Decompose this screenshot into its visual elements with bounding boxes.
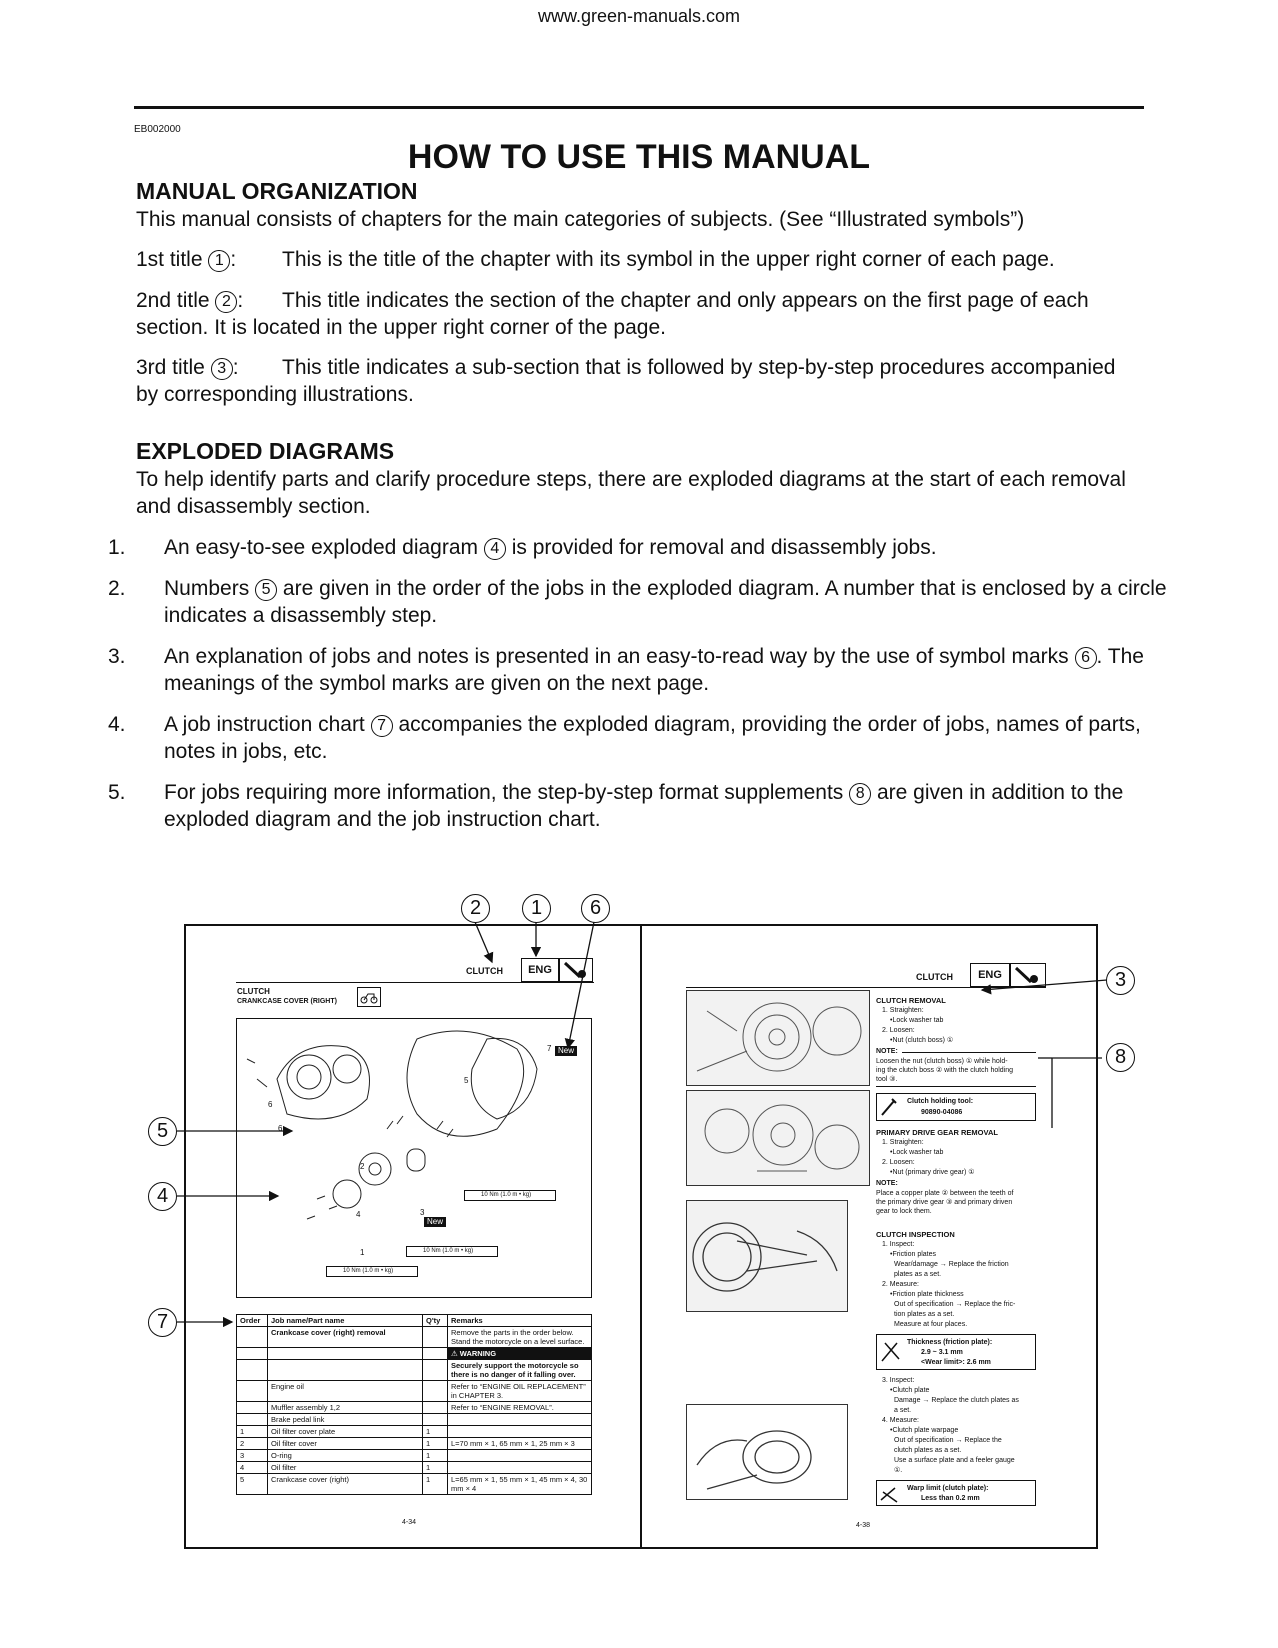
table-cell-qty: 1 xyxy=(423,1438,448,1450)
table-row xyxy=(237,1426,592,1438)
pd-line: •Lock washer tab xyxy=(890,1149,944,1156)
ci-line: Wear/damage → Replace the friction xyxy=(894,1261,1009,1268)
note-text: Place a copper plate ② between the teeth of xyxy=(876,1190,1014,1197)
table-row xyxy=(237,1360,592,1381)
torque-spec-3: 10 Nm (1.0 m • kg) xyxy=(326,1266,418,1277)
part-label-5: 5 xyxy=(464,1076,469,1085)
ci2-line: •Clutch plate xyxy=(890,1387,930,1394)
note-text: Loosen the nut (clutch boss) ① while hold- xyxy=(876,1058,1008,1065)
table-cell-qty xyxy=(423,1348,448,1360)
list-item-2: 2. Numbers 5 are given in the order of the jobs in the exploded diagram. A number that is enclosed by a circle indicates a disassembly step. xyxy=(108,577,1167,627)
table-cell-qty: 1 xyxy=(423,1474,448,1495)
part-label-7: 7 xyxy=(547,1044,552,1053)
table-cell-name: Crankcase cover (right) removal xyxy=(268,1327,423,1348)
wrench-icon xyxy=(879,1096,899,1118)
part-label-6a: 6 xyxy=(268,1100,273,1109)
right-engine-icon xyxy=(1010,963,1046,987)
table-row xyxy=(237,1327,592,1348)
table-cell-name: Oil filter cover plate xyxy=(268,1426,423,1438)
table-row xyxy=(237,1450,592,1462)
table-cell-name xyxy=(268,1348,423,1360)
clutch-removal-heading: CLUTCH REMOVAL xyxy=(876,996,946,1005)
tool-spec-box xyxy=(876,1093,1036,1121)
note-rule xyxy=(902,1052,1036,1053)
title-description-3: 3rd title 3 : This title indicates a sub-section that is followed by step-by-step procedures accompanied by corresponding illustrations. xyxy=(136,356,1116,406)
table-row xyxy=(237,1402,592,1414)
job-instruction-chart xyxy=(236,1314,592,1495)
pd-line: 1. Straighten: xyxy=(882,1139,924,1146)
table-cell-order xyxy=(237,1348,268,1360)
left-page-number: 4-34 xyxy=(402,1519,417,1526)
table-row xyxy=(237,1414,592,1426)
cr-line: •Nut (clutch boss) ① xyxy=(890,1037,954,1044)
title-description-2: 2nd title 2 : This title indicates the section of the chapter and only appears on the first page of each section. It is located in the upper right corner of the page. xyxy=(136,289,1089,339)
ci-line: plates as a set. xyxy=(894,1271,942,1278)
ci2-line: 3. Inspect: xyxy=(882,1377,915,1384)
callout-1: 1 xyxy=(522,894,551,923)
photo-primary-drive-gear xyxy=(686,1090,870,1186)
callout-8: 8 xyxy=(1106,1043,1135,1072)
callout-4: 4 xyxy=(148,1182,177,1211)
table-cell-order: 4 xyxy=(237,1462,268,1474)
table-cell-order: 2 xyxy=(237,1438,268,1450)
cr-line: •Lock washer tab xyxy=(890,1017,944,1024)
part-label-2: 2 xyxy=(360,1162,365,1171)
warp-limit-box xyxy=(876,1480,1036,1506)
table-cell-order xyxy=(237,1327,268,1348)
table-cell-qty: 1 xyxy=(423,1462,448,1474)
table-cell-remarks xyxy=(448,1426,592,1438)
left-subsection-title: CRANKCASE COVER (RIGHT) xyxy=(237,998,337,1005)
table-cell-remarks xyxy=(448,1414,592,1426)
ci-line: Measure at four places. xyxy=(894,1321,968,1328)
wear-limit: <Wear limit>: 2.6 mm xyxy=(921,1359,991,1366)
table-cell-name: Muffler assembly 1,2 xyxy=(268,1402,423,1414)
note-text: tool ③. xyxy=(876,1076,898,1083)
table-cell-remarks xyxy=(448,1462,592,1474)
tool-label: Clutch holding tool: xyxy=(907,1098,974,1105)
table-cell-order xyxy=(237,1414,268,1426)
ci2-line: a set. xyxy=(894,1407,912,1414)
warp-label: Warp limit (clutch plate): xyxy=(907,1485,989,1492)
table-cell-qty xyxy=(423,1327,448,1348)
left-eng-tag: ENG xyxy=(521,958,559,982)
table-row xyxy=(237,1381,592,1402)
ci-line: 2. Measure: xyxy=(882,1281,919,1288)
list-item-1: 1. An easy-to-see exploded diagram 4 is provided for removal and disassembly jobs. xyxy=(108,536,937,559)
illustration-friction-plate-measure xyxy=(686,1200,848,1312)
part-label-1: 1 xyxy=(360,1248,365,1257)
left-motorcycle-icon xyxy=(357,987,381,1007)
ci2-line: Use a surface plate and a feeler gauge xyxy=(894,1457,1015,1464)
left-engine-icon xyxy=(559,958,593,982)
thickness-spec-box xyxy=(876,1334,1036,1370)
torque-spec-2: 10 Nm (1.0 m • kg) xyxy=(406,1246,498,1257)
thickness-value: 2.9 ~ 3.1 mm xyxy=(921,1349,963,1356)
callout-5: 5 xyxy=(148,1117,177,1146)
table-cell-remarks: Remove the parts in the order below. Stand the motorcycle on a level surface. xyxy=(448,1327,592,1348)
table-cell-order xyxy=(237,1360,268,1381)
table-cell-remarks xyxy=(448,1450,592,1462)
source-url: www.green-manuals.com xyxy=(537,6,741,26)
table-cell-qty: 1 xyxy=(423,1450,448,1462)
table-cell-remarks: ⚠ WARNING xyxy=(448,1348,592,1360)
cr-line: 1. Straighten: xyxy=(882,1007,924,1014)
table-row xyxy=(237,1348,592,1360)
ci-line: tion plates as a set. xyxy=(894,1311,955,1318)
left-chapter-title: CLUTCH xyxy=(466,966,503,976)
new-badge-2: New xyxy=(424,1217,446,1227)
caliper-icon xyxy=(879,1339,901,1365)
right-header-rule xyxy=(686,987,1046,988)
table-cell-name: O-ring xyxy=(268,1450,423,1462)
table-cell-remarks: Securely support the motorcycle so there is no danger of it falling over. xyxy=(448,1360,592,1381)
table-cell-remarks: Refer to “ENGINE OIL REPLACEMENT” in CHAPTER 3. xyxy=(448,1381,592,1402)
thickness-label: Thickness (friction plate): xyxy=(907,1339,993,1346)
table-cell-qty: 1 xyxy=(423,1426,448,1438)
callout-6: 6 xyxy=(581,894,610,923)
table-cell-order: 3 xyxy=(237,1450,268,1462)
callout-2: 2 xyxy=(461,894,490,923)
list-item-5: 5. For jobs requiring more information, the step-by-step format supplements 8 are given in addition to the exploded diagram and the job instruction chart. xyxy=(108,781,1124,831)
ci2-line: Out of specification → Replace the xyxy=(894,1437,1002,1444)
col-qty: Q'ty xyxy=(423,1315,448,1327)
ci-line: 1. Inspect: xyxy=(882,1241,915,1248)
feeler-gauge-icon xyxy=(879,1484,899,1504)
table-cell-name: Oil filter cover xyxy=(268,1438,423,1450)
callout-7: 7 xyxy=(148,1308,177,1337)
table-cell-qty xyxy=(423,1381,448,1402)
clutch-inspection-heading: CLUTCH INSPECTION xyxy=(876,1230,955,1239)
list-item-3: 3. An explanation of jobs and notes is presented in an easy-to-read way by the use of symbol marks 6 . The meanings of the symbol marks are given on the next page. xyxy=(108,645,1144,695)
left-header-rule xyxy=(236,982,594,983)
right-page-number: 4-38 xyxy=(856,1522,871,1529)
primary-drive-heading: PRIMARY DRIVE GEAR REMOVAL xyxy=(876,1128,998,1137)
warp-value: Less than 0.2 mm xyxy=(921,1495,980,1502)
page-title: HOW TO USE THIS MANUAL xyxy=(407,138,871,176)
table-cell-qty xyxy=(423,1414,448,1426)
table-cell-order: 5 xyxy=(237,1474,268,1495)
note-label-1: NOTE: xyxy=(876,1048,898,1055)
table-cell-name: Brake pedal link xyxy=(268,1414,423,1426)
part-label-3: 3 xyxy=(420,1208,425,1217)
note-text: gear to lock them. xyxy=(876,1208,932,1215)
part-label-6b: 6 xyxy=(278,1124,283,1133)
ci-line: •Friction plate thickness xyxy=(890,1291,964,1298)
table-cell-remarks: Refer to “ENGINE REMOVAL”. xyxy=(448,1402,592,1414)
col-job-name: Job name/Part name xyxy=(268,1315,423,1327)
table-row xyxy=(237,1474,592,1495)
table-cell-qty xyxy=(423,1360,448,1381)
note-label-2: NOTE: xyxy=(876,1180,898,1187)
ci2-line: •Clutch plate warpage xyxy=(890,1427,959,1434)
right-chapter-title: CLUTCH xyxy=(916,972,953,982)
table-cell-remarks: L=65 mm × 1, 55 mm × 1, 45 mm × 4, 30 mm × 4 xyxy=(448,1474,592,1495)
list-item-4: 4. A job instruction chart 7 accompanies the exploded diagram, providing the order of jobs, names of parts, notes in jobs, etc. xyxy=(108,713,1141,763)
torque-spec-1: 10 Nm (1.0 m • kg) xyxy=(464,1190,556,1201)
document-code: EB002000 xyxy=(134,124,181,135)
table-cell-name xyxy=(268,1360,423,1381)
table-row xyxy=(237,1438,592,1450)
left-section-title: CLUTCH xyxy=(237,987,270,996)
photo-clutch-boss xyxy=(686,990,870,1086)
exploded-intro: To help identify parts and clarify procedure steps, there are exploded diagrams at the start of each removal and disassembly section. xyxy=(136,468,1126,518)
note-text: the primary drive gear ③ and primary driven xyxy=(876,1199,1013,1206)
organization-intro: This manual consists of chapters for the main categories of subjects. (See “Illustrated symbols”) xyxy=(136,208,1025,231)
ci-line: Out of specification → Replace the fric- xyxy=(894,1301,1016,1308)
table-cell-name: Engine oil xyxy=(268,1381,423,1402)
callout-3: 3 xyxy=(1106,966,1135,995)
table-cell-name: Oil filter xyxy=(268,1462,423,1474)
note-text: ing the clutch boss ② with the clutch holding xyxy=(876,1067,1014,1074)
table-cell-order xyxy=(237,1402,268,1414)
col-order: Order xyxy=(237,1315,268,1327)
exploded-diagrams-heading: EXPLODED DIAGRAMS xyxy=(136,438,395,464)
pd-line: •Nut (primary drive gear) ① xyxy=(890,1169,975,1176)
ci2-line: ①. xyxy=(894,1467,903,1474)
ci-line: •Friction plates xyxy=(890,1251,937,1258)
note-end-rule xyxy=(876,1086,1036,1087)
table-cell-qty xyxy=(423,1402,448,1414)
table-cell-order xyxy=(237,1381,268,1402)
new-badge-1: New xyxy=(555,1046,577,1056)
ci2-line: clutch plates as a set. xyxy=(894,1447,962,1454)
right-eng-tag: ENG xyxy=(970,963,1010,987)
tool-number: 90890-04086 xyxy=(921,1109,963,1116)
table-cell-order: 1 xyxy=(237,1426,268,1438)
col-remarks: Remarks xyxy=(448,1315,592,1327)
illustration-clutch-plate-warpage xyxy=(686,1404,848,1500)
pd-line: 2. Loosen: xyxy=(882,1159,915,1166)
table-row xyxy=(237,1462,592,1474)
ci2-line: 4. Measure: xyxy=(882,1417,919,1424)
manual-organization-heading: MANUAL ORGANIZATION xyxy=(136,178,418,204)
part-label-4: 4 xyxy=(356,1210,361,1219)
table-cell-remarks: L=70 mm × 1, 65 mm × 1, 25 mm × 3 xyxy=(448,1438,592,1450)
cr-line: 2. Loosen: xyxy=(882,1027,915,1034)
ci2-line: Damage → Replace the clutch plates as xyxy=(894,1397,1019,1404)
table-cell-name: Crankcase cover (right) xyxy=(268,1474,423,1495)
title-description-1: 1st title 1 : This is the title of the chapter with its symbol in the upper right corner of each page. xyxy=(136,248,1055,271)
